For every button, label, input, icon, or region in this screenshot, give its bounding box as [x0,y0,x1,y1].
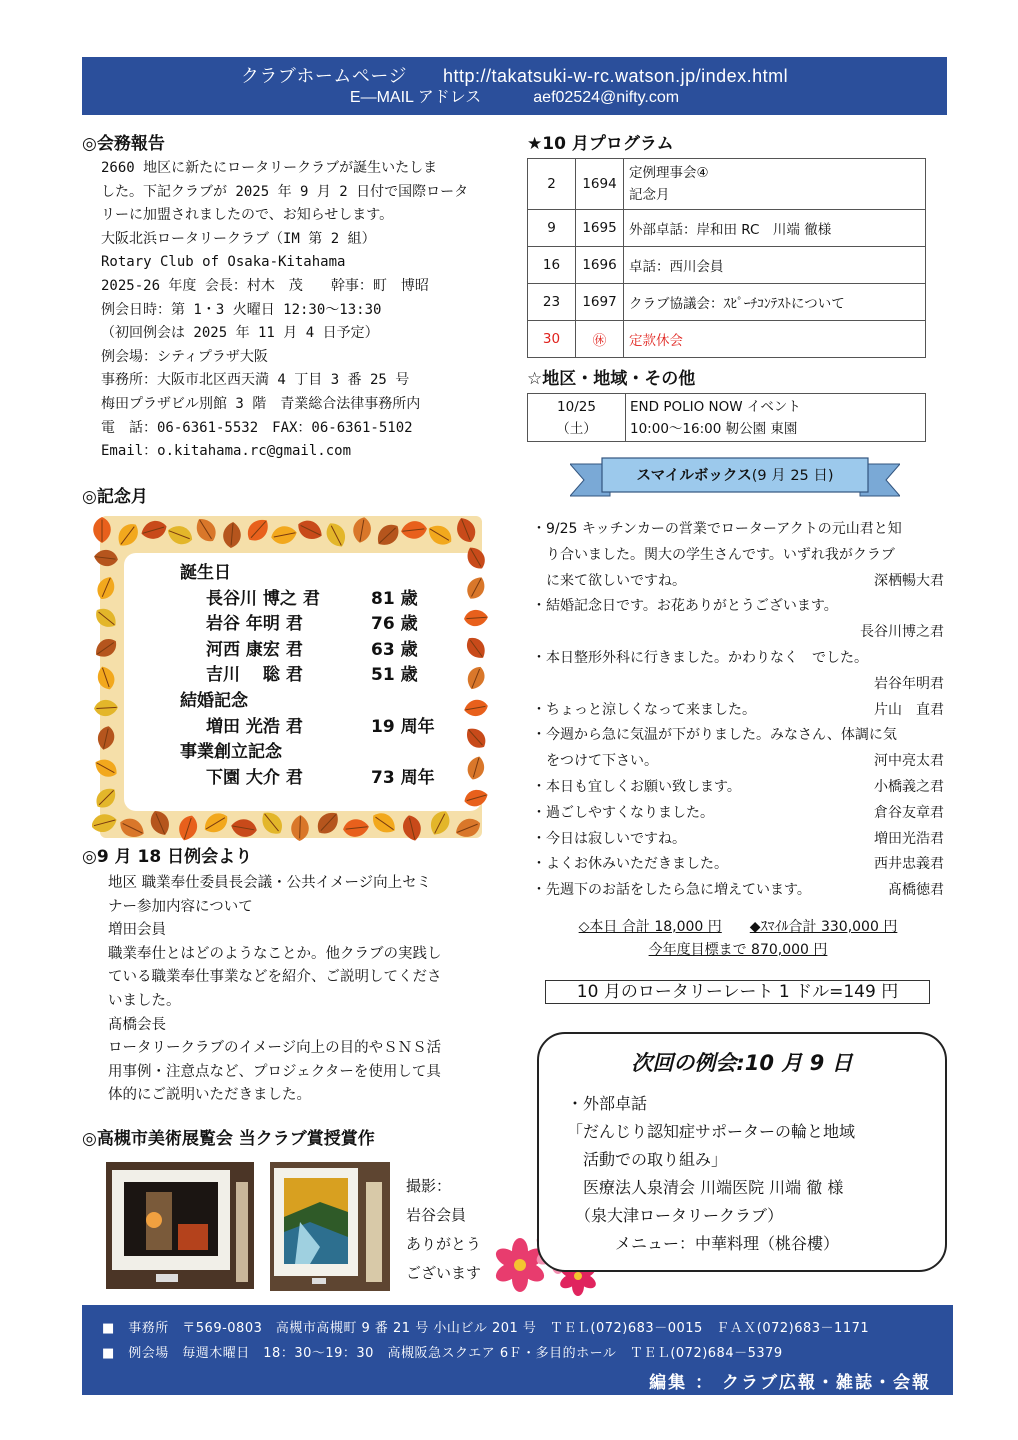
kinen-list [180,561,435,791]
text-line: 医療法人泉清会 川端医院 川端 徹 様 [567,1178,844,1197]
text-line: ロータリークラブのイメージ向上の目的やＳＮＳ活 [108,1040,442,1057]
text-line: 増田会員 [108,922,166,939]
smile-line: ・今日は寂しいですね。 増田光浩君 [532,827,944,853]
table-row: 16 1696 卓話：西川会員 [528,247,926,284]
next-meeting-title: 次回の例会:10 月 9 日 [631,1051,853,1075]
leaf-icon [463,544,489,573]
footer [82,1305,953,1395]
artwork-photo-1 [106,1162,254,1289]
text-line: Email：o.kitahama.rc@gmail.com [101,443,352,460]
text-line: 髙橋会長 [108,1016,166,1033]
text-line: 用事例・注意点など、プロジェクターを使用して具 [108,1063,441,1080]
table-row: 23 1697 クラブ協議会：ｽﾋﾟｰﾁｺﾝﾃｽﾄについて [528,284,926,321]
text-line: 2025-26 年度 会長：村木 茂 幹事：町 博昭 [101,277,429,294]
leaf-icon [322,519,349,550]
email-address[interactable]: aef02524@nifty.com [533,89,680,106]
leaf-icon [270,524,299,546]
leaf-icon [453,515,479,546]
smile-list [532,517,944,904]
footer-office: ■ 事務所 〒569-0803 高槻市高槻町 9 番 21 号 小山ビル 201 号 ＴＥＬ(072)683－0015 ＦＡＸ(072)683－1171 [102,1321,870,1336]
table-row: 30 ㊡ 定款休会 [528,321,926,358]
leaf-icon [464,664,488,692]
smile-line: ・結婚記念日です。お花ありがとうございます。 [532,598,838,615]
birthday-row: 河西 康宏 君 63 歳 [206,639,418,660]
smile-line: ・よくお休みいただきました。 西井忠義君 [532,852,944,878]
leaf-icon [92,604,120,632]
text-line: ・外部卓話 [567,1094,648,1113]
text-line: 地区 職業奉仕委員長会議・公共イメージ向上セミ [108,875,432,891]
leaf-icon [94,574,118,602]
homepage-url[interactable]: http://takatsuki-w-rc.watson.jp/index.html [443,66,789,86]
text-line: （泉大津ロータリークラブ） [567,1206,784,1225]
leaf-icon [342,818,370,838]
leaf-icon [463,574,489,603]
leaf-icon [176,813,201,843]
leaf-icon [93,548,119,567]
text-line: 大阪北浜ロータリークラブ（IM 第 2 組） [101,230,376,247]
leaf-icon [424,521,455,549]
leaf-icon [426,807,453,838]
text-line: 事務所：大阪市北区西天満 4 丁目 3 番 25 号 [101,372,410,389]
program-table [527,158,926,358]
smile-line [532,620,944,646]
smile-member-name: 髙橋徳君 [888,882,944,899]
leaf-icon [400,520,428,540]
leaf-icon [400,813,423,842]
birthday-label: 誕生日 [180,563,231,583]
text-line: 梅田プラザビル別館 3 階 青業総合法律事務所内 [101,395,421,412]
program-title: ★10 月プログラム [527,134,674,154]
birthday-row: 長谷川 博之 君 81 歳 [206,588,418,609]
leaf-icon [92,811,119,835]
smile-member-name: 倉谷友章君 [874,804,944,821]
art-title: ◎高槻市美術展覧会 当クラブ賞授賞作 [82,1129,375,1149]
smile-title: スマイルボックス(9 月 25 日) [636,468,834,484]
smile-line: ・過ごしやすくなりました。 倉谷友章君 [532,801,944,827]
kinen-title: ◎記念月 [82,487,148,507]
leaf-icon [463,609,488,627]
leaf-icon [92,634,120,661]
text-line: ている職業奉仕事業などを紹介、ご説明してくださ [108,969,442,986]
text-line: ナー参加内容について [108,898,253,915]
leaf-icon [92,755,120,781]
footer-editor: 編集 ： クラブ広報・雑誌・会報 [649,1373,931,1393]
leaf-icon [257,807,287,838]
smile-totals: ◇本日 合計 18,000 円 ◆ｽﾏｲﾙ合計 330,000 円 今年度目標まで 870,000 円 [578,919,898,958]
leaf-icon [200,809,231,837]
text-line: した。下記クラブが 2025 年 9 月 2 日付で国際ロータ [101,183,469,200]
smile-member-name: 岩谷年明君 [874,675,944,692]
leaf-icon [113,519,143,550]
text-line: リーに加盟されましたので、お知らせします。 [101,207,394,224]
text-line: Rotary Club of Osaka-Kitahama [101,254,346,271]
smile-member-name: 片山 直君 [874,701,944,718]
leaf-icon [294,516,325,543]
kaimu-body [101,157,468,464]
leaf-icon [243,514,273,545]
text-line: メニュー：中華料理（桃谷樓） [567,1234,840,1253]
table-row: 2 1694 定例理事会④ 記念月 [528,159,926,210]
leaf-icon [313,808,344,839]
leaf-icon [95,724,116,751]
leaf-icon [368,808,399,837]
leaf-icon [222,521,242,548]
smile-member-name: 増田光浩君 [874,830,944,847]
smile-member-name: 西井忠義君 [874,856,944,873]
leaf-icon [192,514,221,545]
next-meeting-body [567,1090,855,1258]
reikai-title: ◎9 月 18 日例会より [82,847,253,867]
leaf-icon [94,699,119,716]
leaf-icon [462,634,489,663]
smile-line: ・本日整形外科に行きました。かわりなく でした。 [532,649,868,666]
text-line: 「だんじり認知症サポーターの輪と地域 [567,1122,856,1141]
text-line: 職業奉仕とはどのようなことか。他クラブの実践し [108,945,442,962]
chiku-table [527,393,926,442]
smile-line: をつけて下さい。 河中亮太君 [532,749,944,775]
text-line: 活動での取り組み」 [567,1150,728,1169]
email-label: E—MAIL アドレス [349,89,482,106]
text-line: （初回例会は 2025 年 11 月 4 日予定） [101,325,379,342]
leaf-icon [93,517,111,543]
leaf-icon [291,815,309,842]
smile-line: り合いました。関大の学生さんです。いずれ我がクラブ [532,546,895,563]
text-line: 2660 地区に新たにロータリークラブが誕生いたしま [101,160,438,176]
text-line: 例会場：シティプラザ大阪 [101,348,268,365]
text-line: 例会日時：第 1・3 火曜日 12:30～13:30 [101,301,382,318]
reikai-body [108,872,442,1108]
leaf-icon [462,787,490,809]
leaf-icon [165,522,196,548]
smile-line: ・先週下のお話をしたら急に増えています。 髙橋徳君 [532,878,944,904]
text-line: いました。 [108,992,181,1009]
leaf-icon [462,724,490,753]
birthday-row: 岩谷 年明 君 76 歳 [206,614,418,635]
leaf-icon [351,516,373,545]
founding-row: 下園 大介 君 73 周年 [206,767,435,788]
leaf-icon [139,518,169,542]
leaf-icon [230,817,259,839]
smile-line: ・9/25 キッチンカーの営業でローターアクトの元山君と知 [532,521,902,537]
smile-line: に来て欲しいですね。 深栖暢大君 [532,569,944,595]
wedding-row: 増田 光浩 君 19 周年 [206,716,435,737]
kaimu-title: ◎会務報告 [82,134,165,154]
smile-member-name: 河中亮太君 [874,753,944,770]
leaf-icon [147,808,173,839]
smile-member-name: 深栖暢大君 [874,572,944,589]
leaf-icon [465,754,487,782]
text-line: 体的にご説明いただきました。 [108,1087,311,1104]
smile-line: ・今週から急に気温が下がりました。みなさん、体調に気 [532,727,897,744]
artwork-photo-2 [270,1162,390,1291]
smile-member-name: 小橋義之君 [874,778,944,795]
photo-caption: 撮影： 岩谷会員 ありがとう ございます [406,1177,482,1282]
smile-line [532,672,944,698]
leaf-icon [463,698,489,718]
header-banner [82,57,947,115]
leaf-icon [92,784,120,812]
founding-label: 事業創立記念 [180,742,282,763]
text-line: 電 話：06-6361-5532 FAX：06-6361-5102 [101,419,413,436]
smile-member-name: 長谷川博之君 [860,624,944,641]
table-row: 9 1695 外部卓話：岸和田 RC 川端 徹様 [528,210,926,247]
smile-line: ・ちょっと涼しくなって来ました。 片山 直君 [532,698,944,724]
wedding-label: 結婚記念 [180,690,248,711]
smile-line: ・本日も宜しくお願い致します。 小橋義之君 [532,775,944,801]
birthday-row: 吉川 聡 君 51 歳 [206,665,418,686]
rotary-rate: 10 月のロータリーレート 1 ドル=149 円 [545,980,930,1004]
leaf-icon [373,520,404,551]
homepage-label: クラブホームページ [240,66,407,86]
table-row: 10/25 （土） END POLIO NOW イベント 10:00～16:00 靭公園 東園 [528,394,926,442]
leaf-icon [453,815,484,841]
chiku-title: ☆地区・地域・その他 [527,369,696,389]
footer-venue: ■ 例会場 毎週木曜日 18：30～19：30 高槻阪急スクエア 6Ｆ・多目的ホール ＴＥＬ(072)684－5379 [102,1346,783,1361]
leaf-icon [116,814,147,841]
leaf-icon [94,664,117,692]
